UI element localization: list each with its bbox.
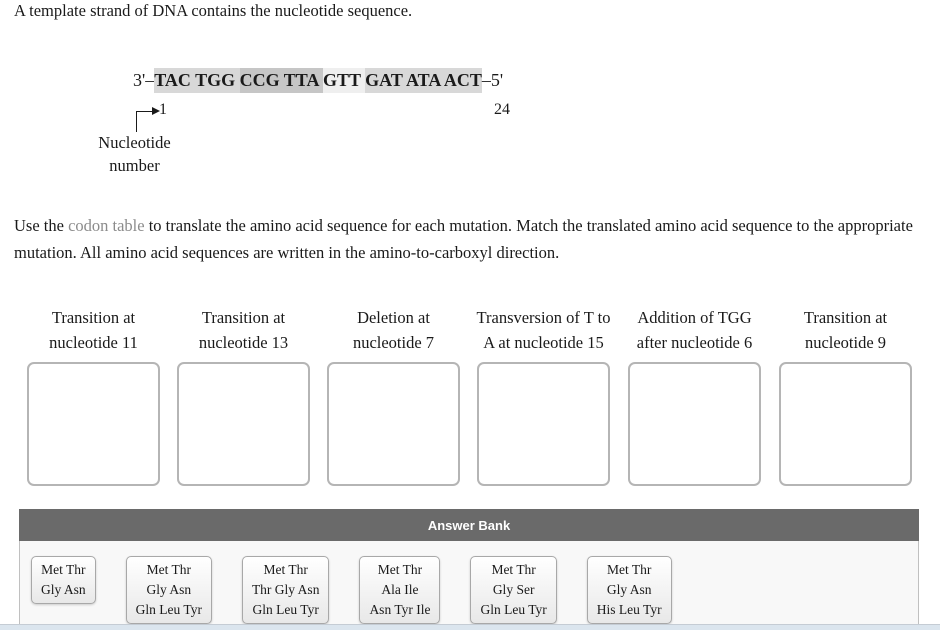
nucleotide-number-label [82, 131, 187, 177]
drop-zone-transition-9[interactable] [779, 362, 912, 486]
drop-zone-deletion-7[interactable] [327, 362, 460, 486]
drop-zone-transversion-15[interactable] [477, 362, 610, 486]
instructions-text [14, 213, 918, 266]
answer-bank-title: Answer Bank [427, 517, 511, 533]
answer-chip[interactable] [126, 556, 212, 624]
mutation-label: Transition at nucleotide 9 [803, 308, 888, 352]
answer-bank-body [19, 541, 919, 625]
sequence-segment: CCG TTA [240, 68, 323, 93]
dna-sequence [133, 70, 503, 91]
chip-line: Met Thr [607, 562, 652, 577]
answer-chip[interactable] [242, 556, 330, 624]
mutation-columns [0, 305, 940, 490]
chip-line: Gly Asn [606, 582, 652, 597]
mutation-label: Deletion at nucleotide 7 [352, 308, 435, 352]
chip-line: Met Thr [146, 562, 191, 577]
answer-bank-header [19, 509, 919, 541]
mutation-label: Addition of TGG after nucleotide 6 [636, 308, 753, 352]
chip-line: Asn Tyr Ile [369, 602, 431, 617]
chip-line: Met Thr [491, 562, 536, 577]
column-addition-6 [628, 305, 761, 486]
page-bottom-strip [0, 624, 940, 630]
sequence-prefix: 3'– [133, 70, 155, 90]
nucleotide-number-end: 24 [494, 101, 510, 118]
mutation-label: Transition at nucleotide 11 [49, 308, 138, 352]
mutation-label: Transversion of T to A at nucleotide 15 [476, 308, 611, 352]
nucleotide-label-line1: Nucleotide [98, 133, 171, 152]
chip-line: Met Thr [377, 562, 423, 577]
answer-chip[interactable] [359, 556, 440, 624]
chip-line: Met Thr [263, 562, 308, 577]
nucleotide-number-start: 1 [159, 101, 167, 118]
instructions-post: to translate the amino acid sequence for each mutation. Match the translated amino acid sequence to the appropriate mutation. All amino acid sequences are written in the amino-to-carboxyl direction. [14, 216, 913, 262]
chip-line: Gly Ser [492, 582, 535, 597]
chip-line: Gln Leu Tyr [480, 602, 547, 617]
column-transversion-15 [477, 305, 610, 486]
chip-line: His Leu Tyr [596, 602, 662, 617]
answer-chip[interactable] [587, 556, 672, 624]
nucleotide-label-line2: number [109, 156, 160, 175]
instructions-pre: Use the [14, 216, 69, 235]
drop-zone-addition-6[interactable] [628, 362, 761, 486]
column-transition-9 [779, 305, 912, 486]
chip-line: Thr Gly Asn [251, 582, 320, 597]
answer-bank [19, 509, 919, 625]
column-transition-13 [177, 305, 310, 486]
column-deletion-7 [327, 305, 460, 486]
chip-line: Gln Leu Tyr [252, 602, 319, 617]
sequence-segment: TAC TGG [154, 68, 239, 93]
mutation-label: Transition at nucleotide 13 [198, 308, 289, 352]
answer-chip[interactable] [31, 556, 96, 604]
chip-line: Gly Asn [146, 582, 192, 597]
chip-line: Met Thr [41, 562, 86, 577]
chip-line: Ala Ile [381, 582, 419, 597]
chip-line: Gln Leu Tyr [135, 602, 202, 617]
sequence-segment: GAT ATA ACT [365, 68, 482, 93]
sequence-suffix: –5' [481, 70, 504, 90]
drop-zone-transition-11[interactable] [27, 362, 160, 486]
sequence-segment: GTT [323, 68, 365, 93]
answer-chip[interactable] [470, 556, 556, 624]
codon-table-link[interactable]: codon table [68, 216, 145, 235]
intro-text: A template strand of DNA contains the nucleotide sequence. [14, 1, 413, 20]
drop-zone-transition-13[interactable] [177, 362, 310, 486]
nucleotide-number-arrow [136, 111, 152, 132]
chip-line: Gly Asn [41, 582, 86, 597]
column-transition-11 [27, 305, 160, 486]
